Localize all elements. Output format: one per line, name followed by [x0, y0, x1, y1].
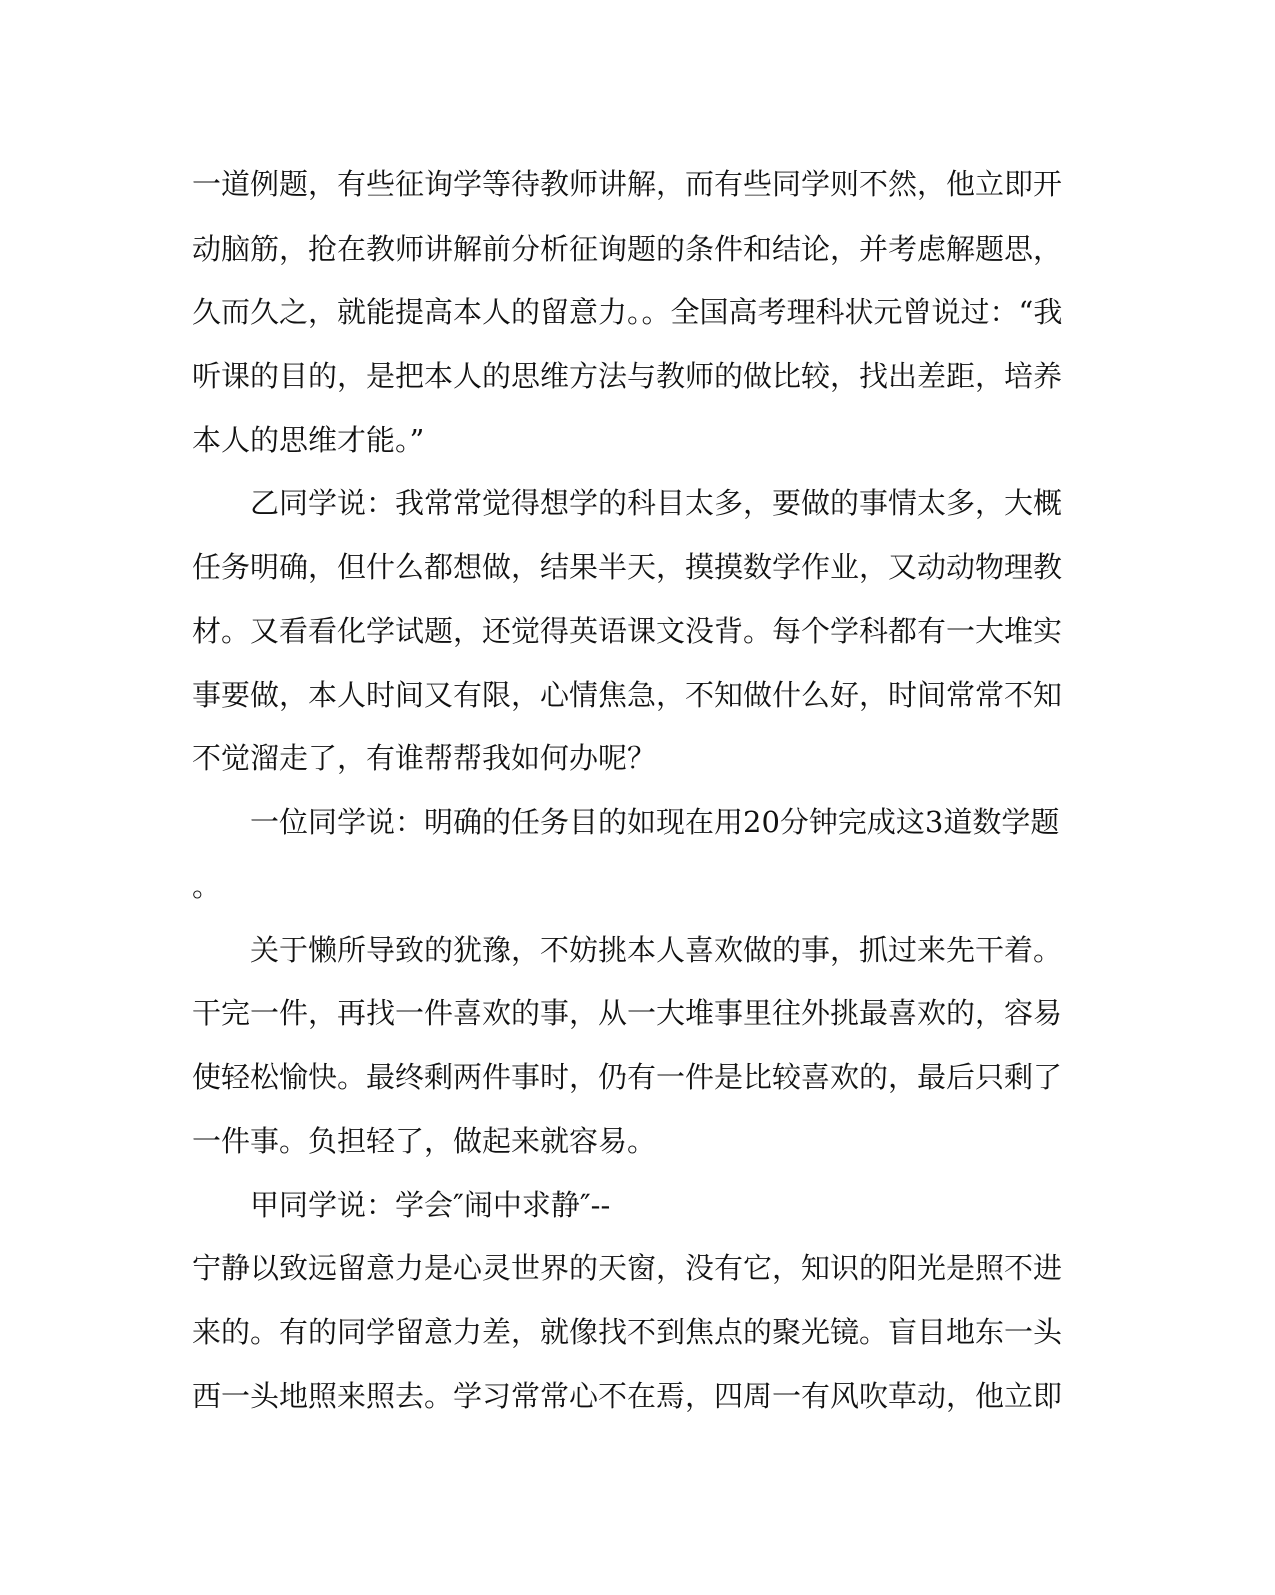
text-line: 西一头地照来照去。学习常常心不在焉，四周一有风吹草动，他立即	[192, 1379, 1063, 1413]
text-line: 动脑筋，抢在教师讲解前分析征询题的条件和结论，并考虑解题思，	[192, 232, 1063, 266]
text-line: 一道例题，有些征询学等待教师讲解，而有些同学则不然，他立即开	[192, 167, 1063, 201]
paragraph-start-line: 乙同学说：我常常觉得想学的科目太多，要做的事情太多，大概	[250, 486, 1063, 520]
text-line: 宁静以致远留意力是心灵世界的天窗，没有它，知识的阳光是照不进	[192, 1251, 1063, 1285]
text-line: 不觉溜走了，有谁帮帮我如何办呢？	[192, 741, 657, 775]
text-line: 久而久之，就能提高本人的留意力。。全国高考理科状元曾说过：“我	[192, 295, 1063, 329]
text-line: 本人的思维才能。”	[192, 423, 425, 457]
text-line: 使轻松愉快。最终剩两件事时，仍有一件是比较喜欢的，最后只剩了	[192, 1060, 1063, 1094]
text-line: 。	[192, 869, 222, 903]
text-line: 材。又看看化学试题，还觉得英语课文没背。每个学科都有一大堆实	[192, 614, 1063, 648]
paragraph-start-line: 一位同学说：明确的任务目的如现在用20分钟完成这3道数学题	[250, 805, 1060, 839]
text-line: 听课的目的，是把本人的思维方法与教师的做比较，找出差距，培养	[192, 359, 1063, 393]
paragraph-start-line: 关于懒所导致的犹豫，不妨挑本人喜欢做的事，抓过来先干着。	[250, 933, 1063, 967]
text-line: 干完一件，再找一件喜欢的事，从一大堆事里往外挑最喜欢的，容易	[192, 996, 1063, 1030]
text-line: 一件事。负担轻了，做起来就容易。	[192, 1124, 657, 1158]
text-line: 任务明确，但什么都想做，结果半天，摸摸数学作业，又动动物理教	[192, 550, 1063, 584]
paragraph-start-line: 甲同学说：学会″闹中求静″--	[250, 1188, 611, 1222]
text-line: 来的。有的同学留意力差，就像找不到焦点的聚光镜。盲目地东一头	[192, 1315, 1063, 1349]
text-line: 事要做，本人时间又有限，心情焦急，不知做什么好，时间常常不知	[192, 678, 1063, 712]
